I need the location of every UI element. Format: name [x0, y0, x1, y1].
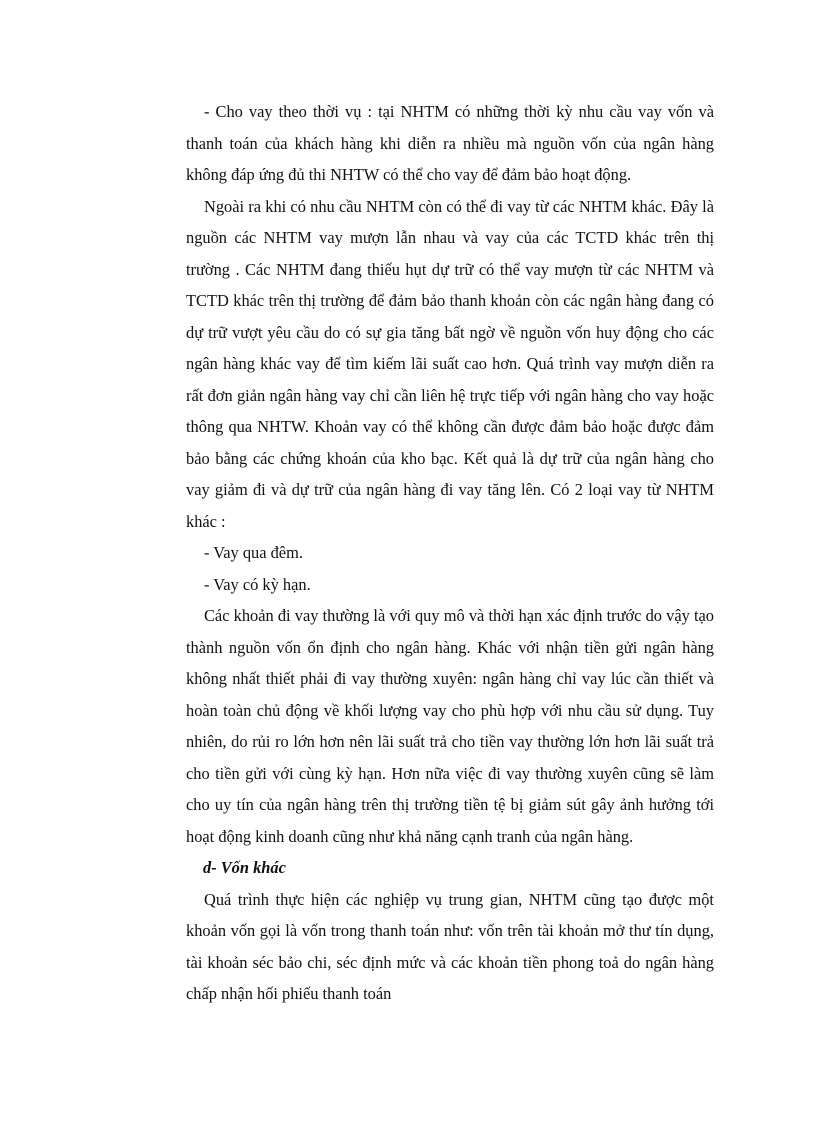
bullet-overnight-loan: - Vay qua đêm.	[204, 543, 303, 562]
document-body	[186, 96, 714, 1010]
bullet-seasonal-loan: - Cho vay theo thời vụ : tại NHTM có những thời kỳ nhu cầu vay vốn và thanh toán của khách hàng khi diễn ra nhiều mà nguồn vốn của ngân hàng không đáp ứng đủ thi NHTW có thể cho vay để đảm bảo hoạt động.	[186, 102, 714, 184]
section-heading-other-capital: d- Vốn khác	[203, 858, 286, 877]
paragraph-borrowing-characteristics: Các khoản đi vay thường là với quy mô và thời hạn xác định trước do vậy tạo thành nguồn vốn ổn định cho ngân hàng. Khác với nhận tiền gửi ngân hàng không nhất thiết phải đi vay thường xuyên: ngân hàng chỉ vay lúc cần thiết và hoàn toàn chủ động về khối lượng vay cho phù hợp với nhu cầu sử dụng. Tuy nhiên, do rủi ro lớn hơn nên lãi suất trả cho tiền vay thường lớn hơn lãi suất trả cho tiền gửi với cùng kỳ hạn. Hơn nữa việc đi vay thường xuyên cũng sẽ làm cho uy tín của ngân hàng trên thị trường tiền tệ bị giảm sút gây ảnh hưởng tới hoạt động kinh doanh cũng như khả năng cạnh tranh của ngân hàng.	[186, 606, 714, 846]
bullet-term-loan: - Vay có kỳ hạn.	[204, 574, 311, 594]
paragraph-interbank-borrowing: Ngoài ra khi có nhu cầu NHTM còn có thể đi vay từ các NHTM khác. Đây là nguồn các NHTM vay mượn lẫn nhau và vay của các TCTD khác trên thị trường . Các NHTM đang thiếu hụt dự trữ có thể vay mượn từ các NHTM và TCTD khác trên thị trường để đảm bảo thanh khoản còn các ngân hàng đang có dự trữ vượt yêu cầu do có sự gia tăng bất ngờ về nguồn vốn huy động cho các ngân hàng khác vay để tìm kiếm lãi suất cao hơn. Quá trình vay mượn diễn ra rất đơn giản ngân hàng vay chỉ cần liên hệ trực tiếp với ngân hàng cho vay hoặc thông qua NHTW. Khoản vay có thể không cần được đảm bảo hoặc được đảm bảo bằng các chứng khoán của kho bạc. Kết quả là dự trữ của ngân hàng cho vay giảm đi và dự trữ của ngân hàng đi vay tăng lên. Có 2 loại vay từ NHTM khác :	[186, 196, 714, 531]
paragraph-other-capital: Quá trình thực hiện các nghiệp vụ trung gian, NHTM cũng tạo được một khoản vốn gọi là vốn trong thanh toán như: vốn trên tài khoản mở thư tín dụng, tài khoản séc bảo chi, séc định mức và các khoản tiền phong toả do ngân hàng chấp nhận hối phiếu thanh toán	[186, 889, 714, 1003]
